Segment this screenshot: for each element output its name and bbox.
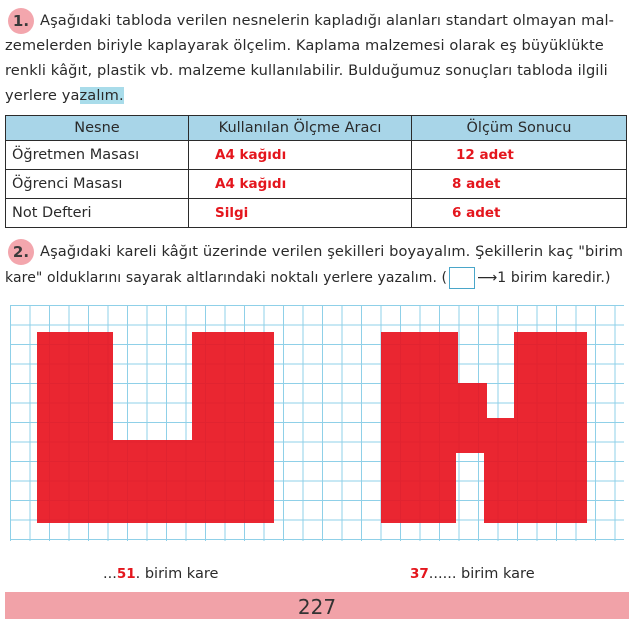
cell-object: Öğrenci Masası	[6, 170, 189, 199]
measurement-table	[5, 115, 627, 228]
q1-body	[5, 33, 630, 108]
table-row	[6, 199, 627, 228]
header-result: Ölçüm Sonucu	[412, 116, 627, 141]
header-tool: Kullanılan Ölçme Aracı	[189, 116, 412, 141]
q1-line-3: renkli kâğıt, plastik vb. malzeme kullanılabilir. Bulduğumuz sonuçları tabloda ilgili	[5, 62, 608, 79]
question-1-number: 1.	[8, 8, 34, 34]
q2-line-2: kare" olduklarını sayarak altlarındaki noktalı yerlere yazalım. ( ⟶1 birim karedir.)	[5, 266, 630, 291]
question-2-number: 2.	[8, 239, 34, 265]
cell-result: 6 adet	[412, 199, 627, 228]
table-row	[6, 170, 627, 199]
arrow-icon: ⟶	[477, 270, 498, 286]
cell-object: Not Defteri	[6, 199, 189, 228]
answer-left-value: 51	[116, 566, 136, 582]
cell-result: 12 adet	[412, 141, 627, 170]
header-object: Nesne	[6, 116, 189, 141]
highlight: zalım.	[79, 87, 124, 104]
cell-tool: A4 kağıdı	[189, 141, 412, 170]
cell-result: 8 adet	[412, 170, 627, 199]
cell-tool: A4 kağıdı	[189, 170, 412, 199]
cell-tool: Silgi	[189, 199, 412, 228]
page-number: 227	[297, 595, 337, 619]
painted-shape-left	[37, 332, 274, 523]
q2-line-1: Aşağıdaki kareli kâğıt üzerinde verilen şekilleri boyayalım. Şekillerin kaç "birim	[40, 243, 624, 260]
q1-line-2: zemelerden biriyle kaplayarak ölçelim. Kaplama malzemesi olarak eş büyüklükte	[5, 37, 604, 54]
question-1-text	[40, 8, 630, 33]
footer-bar	[5, 592, 629, 619]
table-row	[6, 141, 627, 170]
answer-right: 37...... birim kare	[410, 566, 535, 582]
cell-object: Öğretmen Masası	[6, 141, 189, 170]
grid-paper	[10, 305, 624, 541]
answer-left: ...51. birim kare	[103, 566, 219, 582]
painted-shape-right	[381, 332, 587, 523]
table-header-row	[6, 116, 627, 141]
q1-line-1: Aşağıdaki tabloda verilen nesnelerin kapladığı alanları standart olmayan mal-	[40, 12, 615, 29]
answer-right-value: 37	[410, 566, 429, 582]
unit-square-icon	[449, 267, 475, 289]
question-2-text	[40, 239, 630, 264]
q1-line-4: yerlere yazalım.	[5, 87, 124, 104]
